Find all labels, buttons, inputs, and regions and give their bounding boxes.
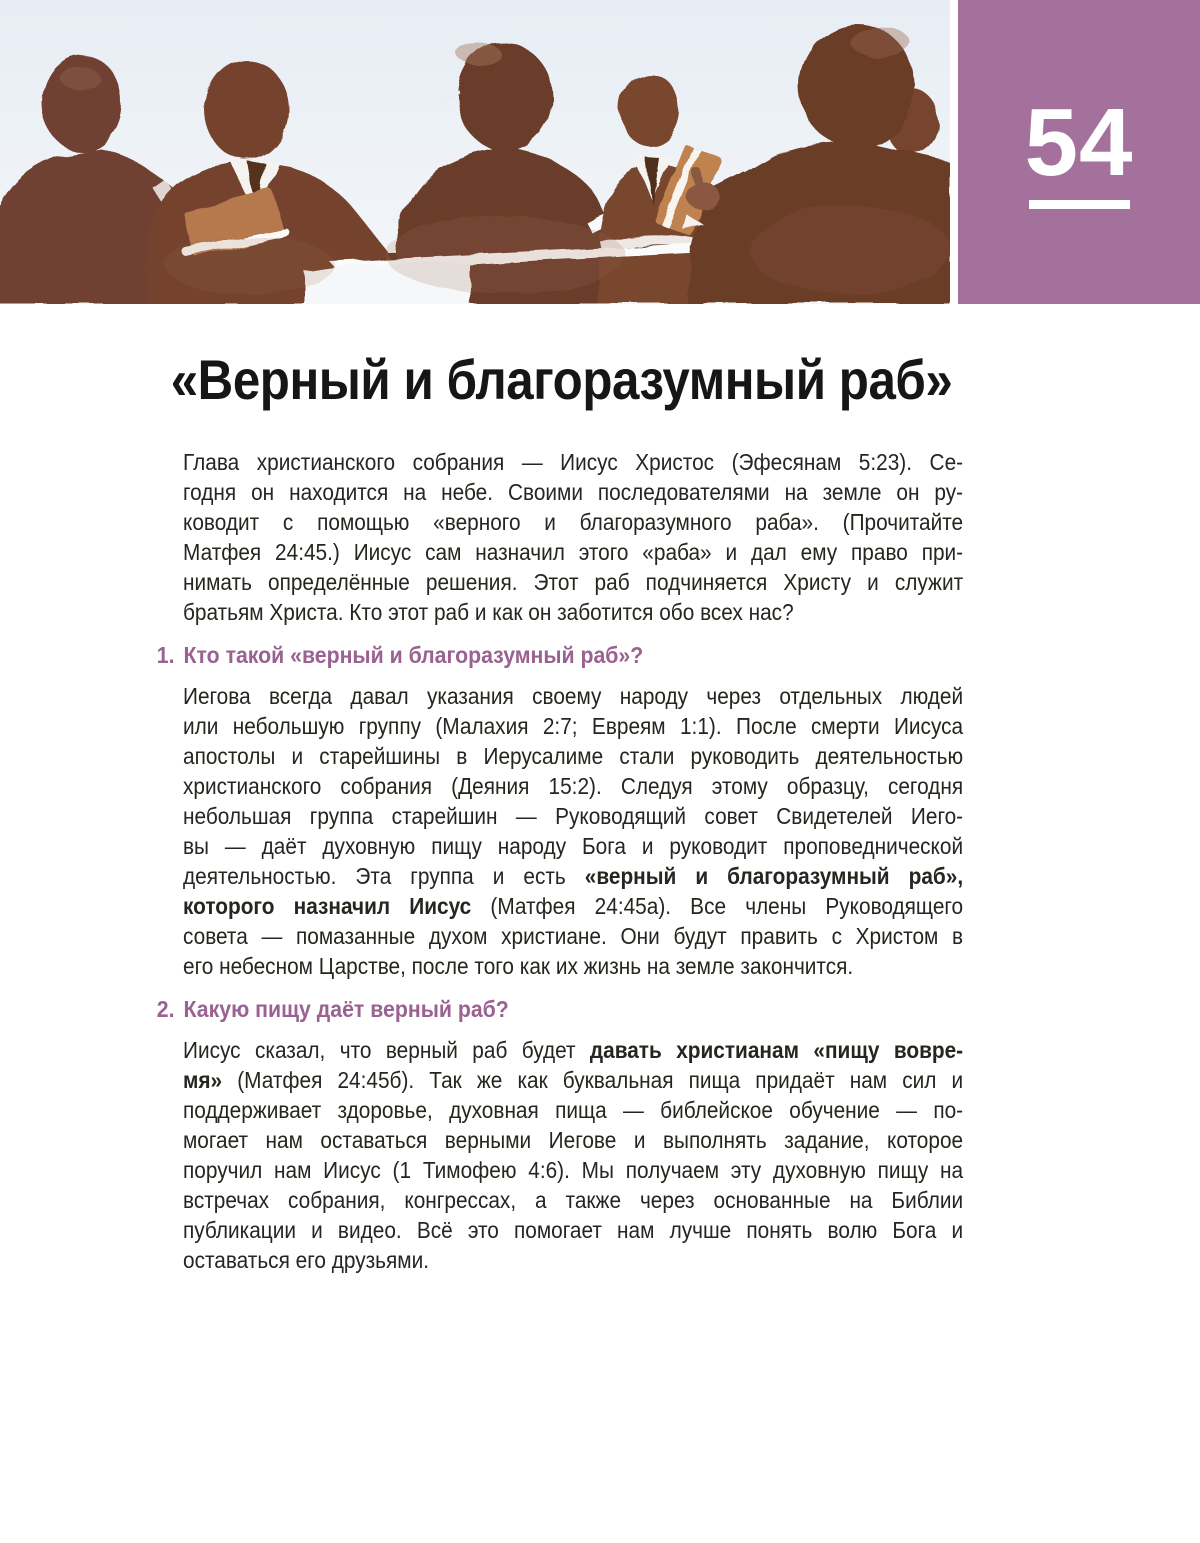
page-header — [0, 0, 1200, 304]
text-line: публикации и видео. Всё это помогает нам лучше понять волю Бога и — [183, 1217, 964, 1243]
text-line: деятельностью. Эта группа и есть «верный и благоразумный раб», — [183, 863, 964, 889]
text-line: мя» (Матфея 24:45б). Так же как буквальная пища придаёт нам сил и — [183, 1067, 964, 1093]
text-line: небольшая группа старейшин — Руководящий совет Свидетелей Иего- — [183, 803, 964, 829]
text-line: вы — даёт духовную пищу народу Бога и руководит проповеднической — [183, 833, 964, 859]
text-line: оставаться его друзьями. — [183, 1247, 429, 1273]
text-line: нимать определённые решения. Этот раб подчиняется Христу и служит — [183, 569, 964, 595]
question-text: Какую пищу даёт верный раб? — [183, 996, 509, 1022]
text-line: христианского собрания (Деяния 15:2). Следуя этому образцу, сегодня — [183, 773, 964, 799]
text-line: поддерживает здоровье, духовная пища — библейское обучение — по- — [183, 1097, 964, 1123]
text-line: поручил нам Иисус (1 Тимофею 4:6). Мы получаем эту духовную пищу на — [183, 1157, 964, 1183]
question-heading-2 — [157, 994, 963, 1024]
text-line: совета — помазанные духом христиане. Они будут править с Христом в — [183, 923, 964, 949]
text-line: могает нам оставаться верными Иегове и выполнять задание, которое — [183, 1127, 964, 1153]
header-gap — [950, 0, 958, 304]
wash-blotch — [385, 217, 625, 293]
question-number: 1. — [156, 642, 175, 668]
head-highlight — [458, 44, 502, 66]
text-line: Глава христианского собрания — Иисус Христос (Эфесянам 5:23). Се- — [183, 449, 964, 475]
badge-underline — [1029, 200, 1130, 209]
text-line: апостолы и старейшины в Иерусалиме стали руководить деятельностью — [183, 743, 964, 769]
text-line: Матфея 24:45.) Иисус сам назначил этого «раба» и дал ему право при- — [183, 539, 964, 565]
lesson-number: 54 — [1024, 89, 1134, 196]
head-highlight — [60, 67, 100, 89]
text-line: братьям Христа. Кто этот раб и как он заботится обо всех нас? — [183, 599, 794, 625]
text-line: встречах собрания, конгрессах, а также через основанные на Библии — [183, 1187, 964, 1213]
text-line: Иисус сказал, что верный раб будет давать христианам «пищу вовре- — [183, 1037, 964, 1063]
text-line: годня он находится на небе. Своими последователями на земле он ру- — [183, 479, 964, 505]
head-highlight — [850, 28, 910, 56]
question-heading-1 — [157, 640, 963, 670]
elders-meeting-silhouette-illustration — [0, 0, 950, 304]
text-line: его небесном Царстве, после того как их жизнь на земле закончится. — [183, 953, 854, 979]
body-text-column — [156, 447, 964, 1275]
wash-blotch — [165, 237, 335, 293]
lesson-number-badge — [958, 0, 1200, 304]
header-illustration — [0, 0, 950, 304]
text-line: или небольшую группу (Малахия 2:7; Евреям 1:1). После смерти Иисуса — [183, 713, 964, 739]
question-number: 2. — [156, 996, 175, 1022]
text-line: Иегова всегда давал указания своему народу через отдельных людей — [183, 683, 964, 709]
intro-paragraph — [183, 447, 963, 627]
paragraph-1 — [183, 681, 963, 981]
page-title: «Верный и благоразумный раб» — [170, 348, 953, 411]
text-line: ководит с помощью «верного и благоразумного раба». (Прочитайте — [183, 509, 964, 535]
question-text: Кто такой «верный и благоразумный раб»? — [183, 642, 644, 668]
wash-blotch — [750, 205, 950, 295]
text-line: которого назначил Иисус (Матфея 24:45а). Все члены Руководящего — [183, 893, 964, 919]
paragraph-2 — [183, 1035, 963, 1275]
